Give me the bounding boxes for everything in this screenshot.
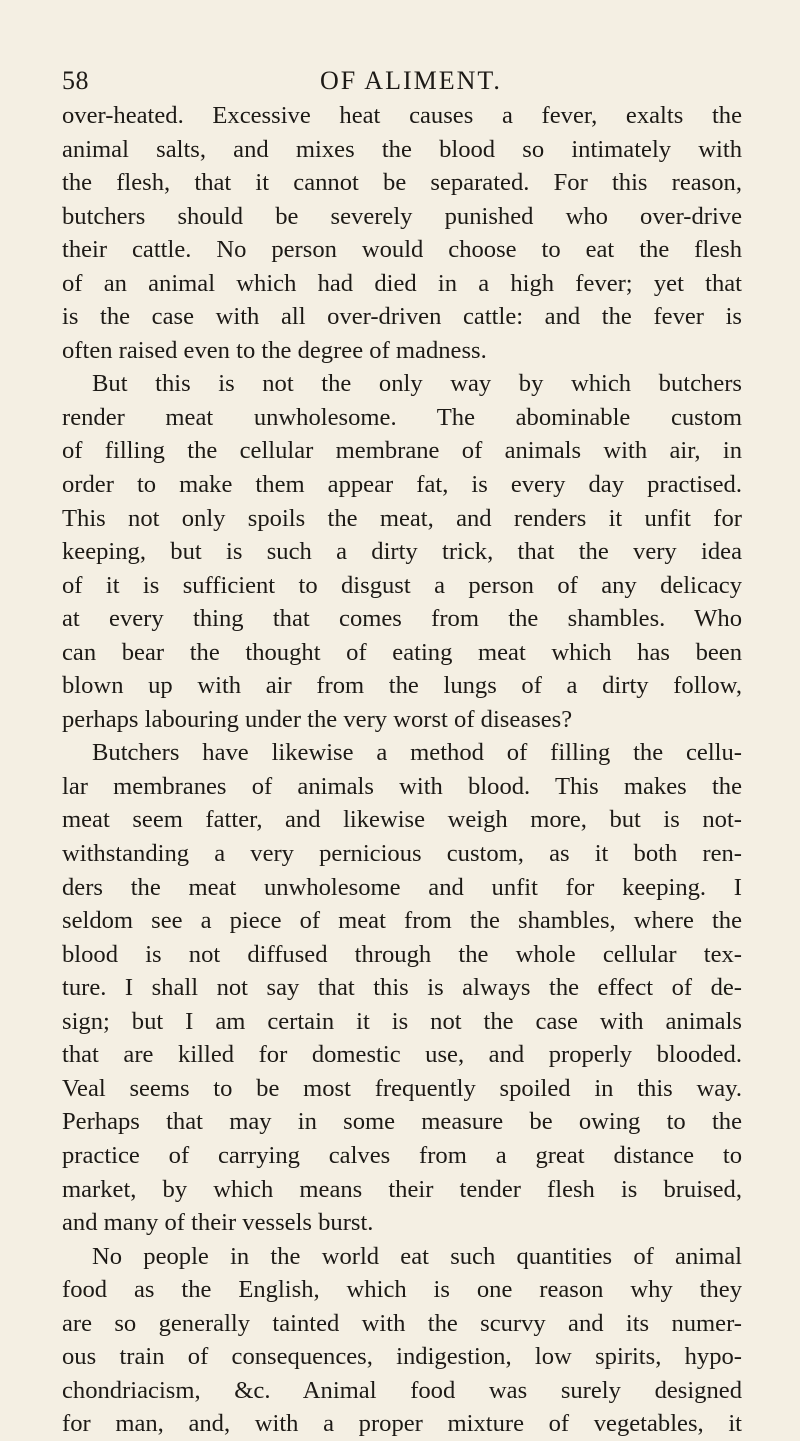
text-line: Veal seems to be most frequently spoiled in this way. — [62, 1074, 742, 1102]
text-line: withstanding a very pernicious custom, as it both ren- — [62, 840, 742, 868]
text-line: ture. I shall not say that this is always the effect of de- — [62, 974, 742, 1002]
text-line: render meat unwholesome. The abominable custom — [62, 403, 742, 431]
text-line: is the case with all over-driven cattle: and the fever is — [62, 303, 742, 331]
page-number: 58 — [62, 66, 89, 95]
text-line: ders the meat unwholesome and unfit for keeping. I — [62, 873, 742, 901]
running-head: OF ALIMENT. — [320, 66, 502, 95]
text-line: Perhaps that may in some measure be owing to the — [62, 1108, 742, 1136]
text-line: sign; but I am certain it is not the case with animals — [62, 1007, 742, 1035]
text-line: perhaps labouring under the very worst of diseases? — [62, 705, 573, 733]
text-line: blood is not diffused through the whole cellular tex- — [62, 940, 742, 968]
text-line: lar membranes of animals with blood. This makes the — [62, 772, 742, 800]
text-line: and many of their vessels burst. — [62, 1209, 374, 1237]
text-line: of an animal which had died in a high fever; yet that — [62, 269, 742, 297]
text-line: order to make them appear fat, is every day practised. — [62, 471, 742, 499]
text-line: their cattle. No person would choose to eat the flesh — [62, 236, 742, 264]
text-line: can bear the thought of eating meat which has been — [62, 638, 742, 666]
text-line: at every thing that comes from the shambles. Who — [62, 605, 742, 633]
text-line: of filling the cellular membrane of animals with air, in — [62, 437, 742, 465]
text-line: But this is not the only way by which butchers — [92, 370, 742, 398]
body-text — [62, 99, 742, 1441]
text-line: chondriacism, &c. Animal food was surely designed — [62, 1376, 742, 1404]
text-line: seldom see a piece of meat from the shambles, where the — [62, 907, 742, 935]
text-line: over-heated. Excessive heat causes a fever, exalts the — [62, 102, 742, 129]
text-line: This not only spoils the meat, and renders it unfit for — [62, 504, 742, 532]
text-line: for man, and, with a proper mixture of vegetables, it — [62, 1410, 742, 1438]
text-line: the flesh, that it cannot be separated. For this reason, — [62, 169, 742, 197]
text-line: often raised even to the degree of madness. — [62, 336, 487, 364]
text-line: practice of carrying calves from a great distance to — [62, 1141, 742, 1169]
text-line: butchers should be severely punished who over-drive — [62, 202, 742, 230]
text-line: food as the English, which is one reason why they — [62, 1276, 742, 1304]
text-line: ous train of consequences, indigestion, low spirits, hypo- — [62, 1343, 742, 1371]
text-line: keeping, but is such a dirty trick, that the very idea — [62, 538, 742, 566]
text-line: animal salts, and mixes the blood so intimately with — [62, 135, 742, 163]
text-line: No people in the world eat such quantities of animal — [92, 1242, 742, 1270]
text-line: Butchers have likewise a method of filling the cellu- — [92, 739, 742, 767]
text-line: blown up with air from the lungs of a dirty follow, — [62, 672, 742, 700]
text-line: of it is sufficient to disgust a person of any delicacy — [62, 571, 742, 599]
text-line: are so generally tainted with the scurvy and its numer- — [62, 1309, 742, 1337]
text-line: market, by which means their tender flesh is bruised, — [62, 1175, 742, 1203]
text-line: that are killed for domestic use, and properly blooded. — [62, 1041, 742, 1069]
text-line: meat seem fatter, and likewise weigh more, but is not- — [62, 806, 742, 834]
page-header — [62, 56, 738, 96]
